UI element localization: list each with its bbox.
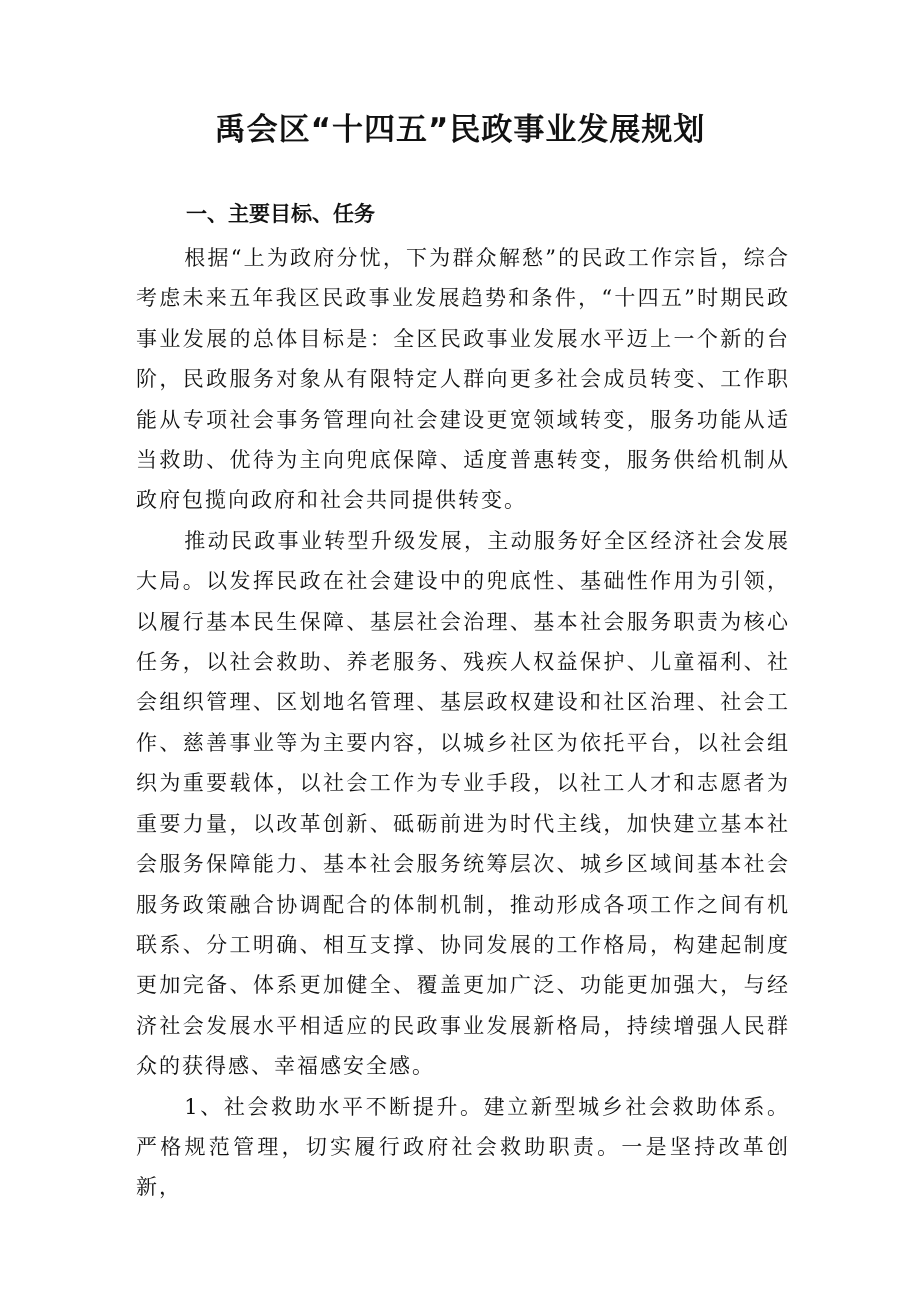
paragraph: 根据“上为政府分忧，下为群众解愁”的民政工作宗旨，综合考虑未来五年我区民政事业发展趋势和条件，“十四五”时期民政事业发展的总体目标是：全区民政事业发展水平迈上一个新的台阶，民政服务对象从有限特定人群向更多社会成员转变、工作职能从专项社会事务管理向社会建设更宽领域转变，服务功能从适当救助、优待为主向兜底保障、适度普惠转变，服务供给机制从政府包揽向政府和社会共同提供转变。 — [136, 246, 790, 513]
document-title: 禹会区“十四五”民政事业发展规划 — [214, 112, 706, 148]
paragraph: 推动民政事业转型升级发展，主动服务好全区经济社会发展大局。以发挥民政在社会建设中的兜底性、基础性作用为引领，以履行基本民生保障、基层社会治理、基本社会服务职责为核心任务，以社会救助、养老服务、残疾人权益保护、儿童福利、社会组织管理、区划地名管理、基层政权建设和社区治理、社会工作、慈善事业等为主要内容，以城乡社区为依托平台，以社会组织为重要载体，以社会工作为专业手段，以社工人才和志愿者为重要力量，以改革创新、砥砺前进为时代主线，加快建立基本社会服务保障能力、基本社会服务统筹层次、城乡区域间基本社会服务政策融合协调配合的体制机制，推动形成各项工作之间有机联系、分工明确、相互支撑、协同发展的工作格局，构建起制度更加完备、体系更加健全、覆盖更加广泛、功能更加强大，与经济社会发展水平相适应的民政事业发展新格局，持续增强人民群众的获得感、幸福感安全感。 — [136, 528, 790, 1079]
paragraph: 1、社会救助水平不断提升。建立新型城乡社会救助体系。严格规范管理，切实履行政府社会救助职责。一是坚持改革创新， — [136, 1094, 790, 1200]
section-heading: 一、主要目标、任务 — [186, 202, 375, 226]
document-body — [136, 238, 790, 1208]
